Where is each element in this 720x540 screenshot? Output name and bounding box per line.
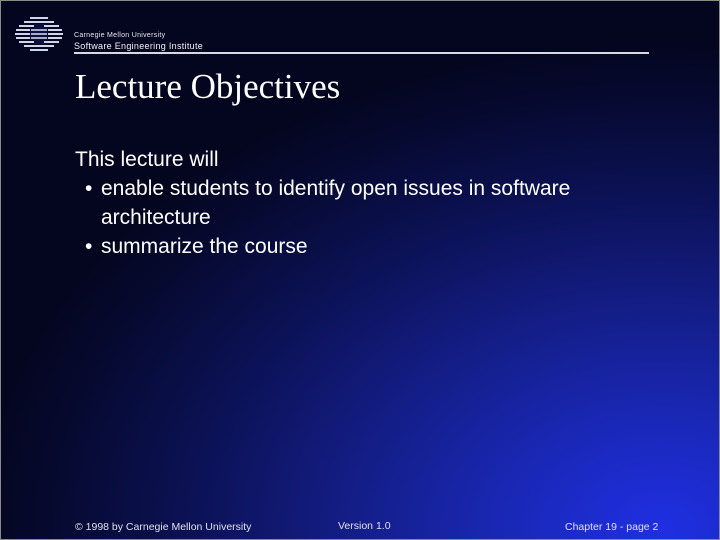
slide-body bbox=[75, 145, 675, 261]
bullet-text: enable students to identify open issues in software architecture bbox=[101, 177, 571, 229]
bullet-icon: • bbox=[85, 177, 93, 200]
bullet-item bbox=[75, 232, 675, 261]
slide-title: Lecture Objectives bbox=[75, 67, 341, 106]
institution-name: Carnegie Mellon University bbox=[74, 32, 166, 39]
copyright-text: © 1998 by Carnegie Mellon University bbox=[75, 521, 252, 533]
page-number: Chapter 19 - page 2 bbox=[565, 521, 659, 533]
bullet-item bbox=[75, 174, 675, 232]
version-text: Version 1.0 bbox=[338, 520, 391, 532]
bullet-icon: • bbox=[85, 235, 93, 258]
institute-name: Software Engineering Institute bbox=[74, 41, 204, 51]
cmu-sei-logo-icon bbox=[13, 15, 65, 53]
intro-text: This lecture will bbox=[75, 148, 219, 171]
bullet-text: summarize the course bbox=[101, 235, 308, 258]
header-divider bbox=[74, 52, 649, 54]
